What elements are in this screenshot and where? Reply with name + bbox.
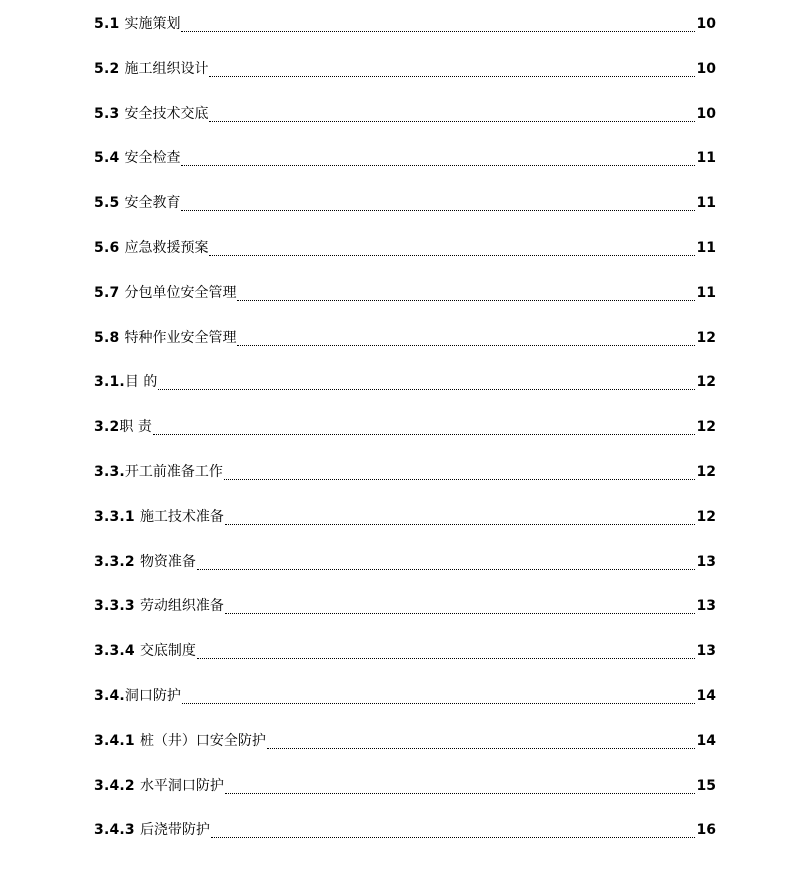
toc-entry-title xyxy=(94,552,196,572)
toc-entry[interactable] xyxy=(94,731,716,776)
toc-entry-page: 12 xyxy=(696,508,716,525)
toc-entry-page: 12 xyxy=(696,463,716,480)
dot-leader xyxy=(237,325,695,346)
dot-leader xyxy=(181,190,695,211)
dot-leader xyxy=(209,101,695,122)
toc-entry-number: 5.4 xyxy=(94,150,125,167)
toc-entry-page: 14 xyxy=(696,732,716,749)
dot-leader xyxy=(209,56,695,77)
toc-entry-number: 5.5 xyxy=(94,195,125,212)
dot-leader xyxy=(158,369,695,390)
toc-entry[interactable] xyxy=(94,417,716,462)
toc-entry-text: 安全教育 xyxy=(124,195,181,212)
toc-entry-title xyxy=(94,148,180,168)
toc-entry-text: 桩（井）口安全防护 xyxy=(139,732,266,749)
toc-entry-text: 安全检查 xyxy=(124,150,181,167)
toc-entry-page: 11 xyxy=(696,150,716,167)
toc-entry[interactable] xyxy=(94,193,716,238)
toc-entry[interactable] xyxy=(94,507,716,552)
toc-entry-number: 3.4.2 xyxy=(94,777,140,794)
toc-entry-number: 3.4.3 xyxy=(94,822,140,839)
toc-entry-title xyxy=(94,731,266,751)
toc-entry-title xyxy=(94,507,224,527)
toc-entry-number: 5.6 xyxy=(94,239,125,256)
dot-leader xyxy=(237,280,695,301)
toc-entry[interactable] xyxy=(94,104,716,149)
toc-entry-text: 安全技术交底 xyxy=(124,105,209,122)
toc-entry-text: 应急救援预案 xyxy=(124,239,209,256)
toc-entry-title xyxy=(94,820,210,840)
toc-entry-text: 施工技术准备 xyxy=(139,508,224,525)
toc-entry-number: 3.1. xyxy=(94,374,125,391)
table-of-contents xyxy=(94,14,716,865)
toc-entry-text: 施工组织设计 xyxy=(124,60,209,77)
toc-entry[interactable] xyxy=(94,596,716,641)
toc-entry-number: 5.1 xyxy=(94,16,125,32)
dot-leader xyxy=(153,414,695,435)
toc-entry-text: 特种作业安全管理 xyxy=(124,329,237,346)
toc-entry[interactable] xyxy=(94,283,716,328)
toc-entry-text: 劳动组织准备 xyxy=(139,598,224,615)
dot-leader xyxy=(209,235,695,256)
dot-leader xyxy=(267,728,695,749)
toc-entry[interactable] xyxy=(94,14,716,59)
toc-entry-title xyxy=(94,328,236,348)
toc-entry-title xyxy=(94,372,157,392)
toc-entry[interactable] xyxy=(94,328,716,373)
toc-entry-page: 11 xyxy=(696,284,716,301)
dot-leader xyxy=(197,549,695,570)
toc-entry-number: 3.3. xyxy=(94,463,125,480)
toc-entry-text: 分包单位安全管理 xyxy=(124,284,237,301)
toc-entry-page: 11 xyxy=(696,239,716,256)
toc-entry-text: 后浇带防护 xyxy=(139,822,210,839)
dot-leader xyxy=(224,459,695,480)
toc-entry[interactable] xyxy=(94,820,716,865)
toc-entry-title xyxy=(94,14,180,34)
toc-entry-number: 5.7 xyxy=(94,284,125,301)
toc-entry[interactable] xyxy=(94,776,716,821)
toc-entry-page: 14 xyxy=(696,687,716,704)
toc-entry[interactable] xyxy=(94,238,716,283)
toc-entry-page: 13 xyxy=(696,553,716,570)
toc-entry-text: 交底制度 xyxy=(139,643,196,660)
toc-entry-number: 3.4.1 xyxy=(94,732,140,749)
toc-entry-page: 16 xyxy=(696,822,716,839)
toc-entry-title xyxy=(94,283,236,303)
toc-entry-title xyxy=(94,238,208,258)
dot-leader xyxy=(225,773,695,794)
toc-entry-title xyxy=(94,596,224,616)
toc-entry-text: 实施策划 xyxy=(124,16,181,32)
toc-entry-number: 3.3.3 xyxy=(94,598,140,615)
toc-entry-page: 11 xyxy=(696,195,716,212)
toc-entry-page: 12 xyxy=(696,374,716,391)
dot-leader xyxy=(181,145,695,166)
toc-entry-page: 12 xyxy=(696,419,716,436)
toc-entry[interactable] xyxy=(94,686,716,731)
toc-entry[interactable] xyxy=(94,59,716,104)
toc-entry-page: 10 xyxy=(696,105,716,122)
toc-entry-number: 3.3.2 xyxy=(94,553,140,570)
dot-leader xyxy=(182,683,695,704)
toc-entry-number: 3.4. xyxy=(94,687,125,704)
toc-entry-title xyxy=(94,417,152,437)
dot-leader xyxy=(211,817,695,838)
toc-entry-text: 水平洞口防护 xyxy=(139,777,224,794)
toc-entry-text: 物资准备 xyxy=(139,553,196,570)
toc-entry[interactable] xyxy=(94,552,716,597)
toc-entry[interactable] xyxy=(94,641,716,686)
toc-entry[interactable] xyxy=(94,462,716,507)
toc-entry-page: 10 xyxy=(696,16,716,32)
toc-entry-page: 12 xyxy=(696,329,716,346)
toc-entry-page: 15 xyxy=(696,777,716,794)
dot-leader xyxy=(225,593,695,614)
toc-entry-number: 3.3.1 xyxy=(94,508,140,525)
toc-entry-title xyxy=(94,59,208,79)
toc-entry[interactable] xyxy=(94,148,716,193)
dot-leader xyxy=(197,638,695,659)
toc-entry-title xyxy=(94,686,181,706)
toc-entry-number: 3.3.4 xyxy=(94,643,140,660)
toc-entry-number: 3.2 xyxy=(94,419,120,436)
toc-entry-page: 13 xyxy=(696,643,716,660)
toc-entry-number: 5.2 xyxy=(94,60,125,77)
toc-entry-title xyxy=(94,193,180,213)
toc-entry-page: 13 xyxy=(696,598,716,615)
toc-entry-text: 职 责 xyxy=(119,419,152,436)
toc-entry-title xyxy=(94,462,223,482)
toc-entry-number: 5.8 xyxy=(94,329,125,346)
toc-entry-title xyxy=(94,776,224,796)
toc-entry-text: 开工前准备工作 xyxy=(124,463,223,480)
toc-entry-text: 洞口防护 xyxy=(124,687,181,704)
toc-entry-title xyxy=(94,641,196,661)
toc-entry-text: 目 的 xyxy=(124,374,158,391)
dot-leader xyxy=(225,504,695,525)
toc-entry-title xyxy=(94,104,208,124)
toc-entry-page: 10 xyxy=(696,60,716,77)
toc-entry-number: 5.3 xyxy=(94,105,125,122)
toc-entry[interactable] xyxy=(94,372,716,417)
dot-leader xyxy=(181,11,695,32)
